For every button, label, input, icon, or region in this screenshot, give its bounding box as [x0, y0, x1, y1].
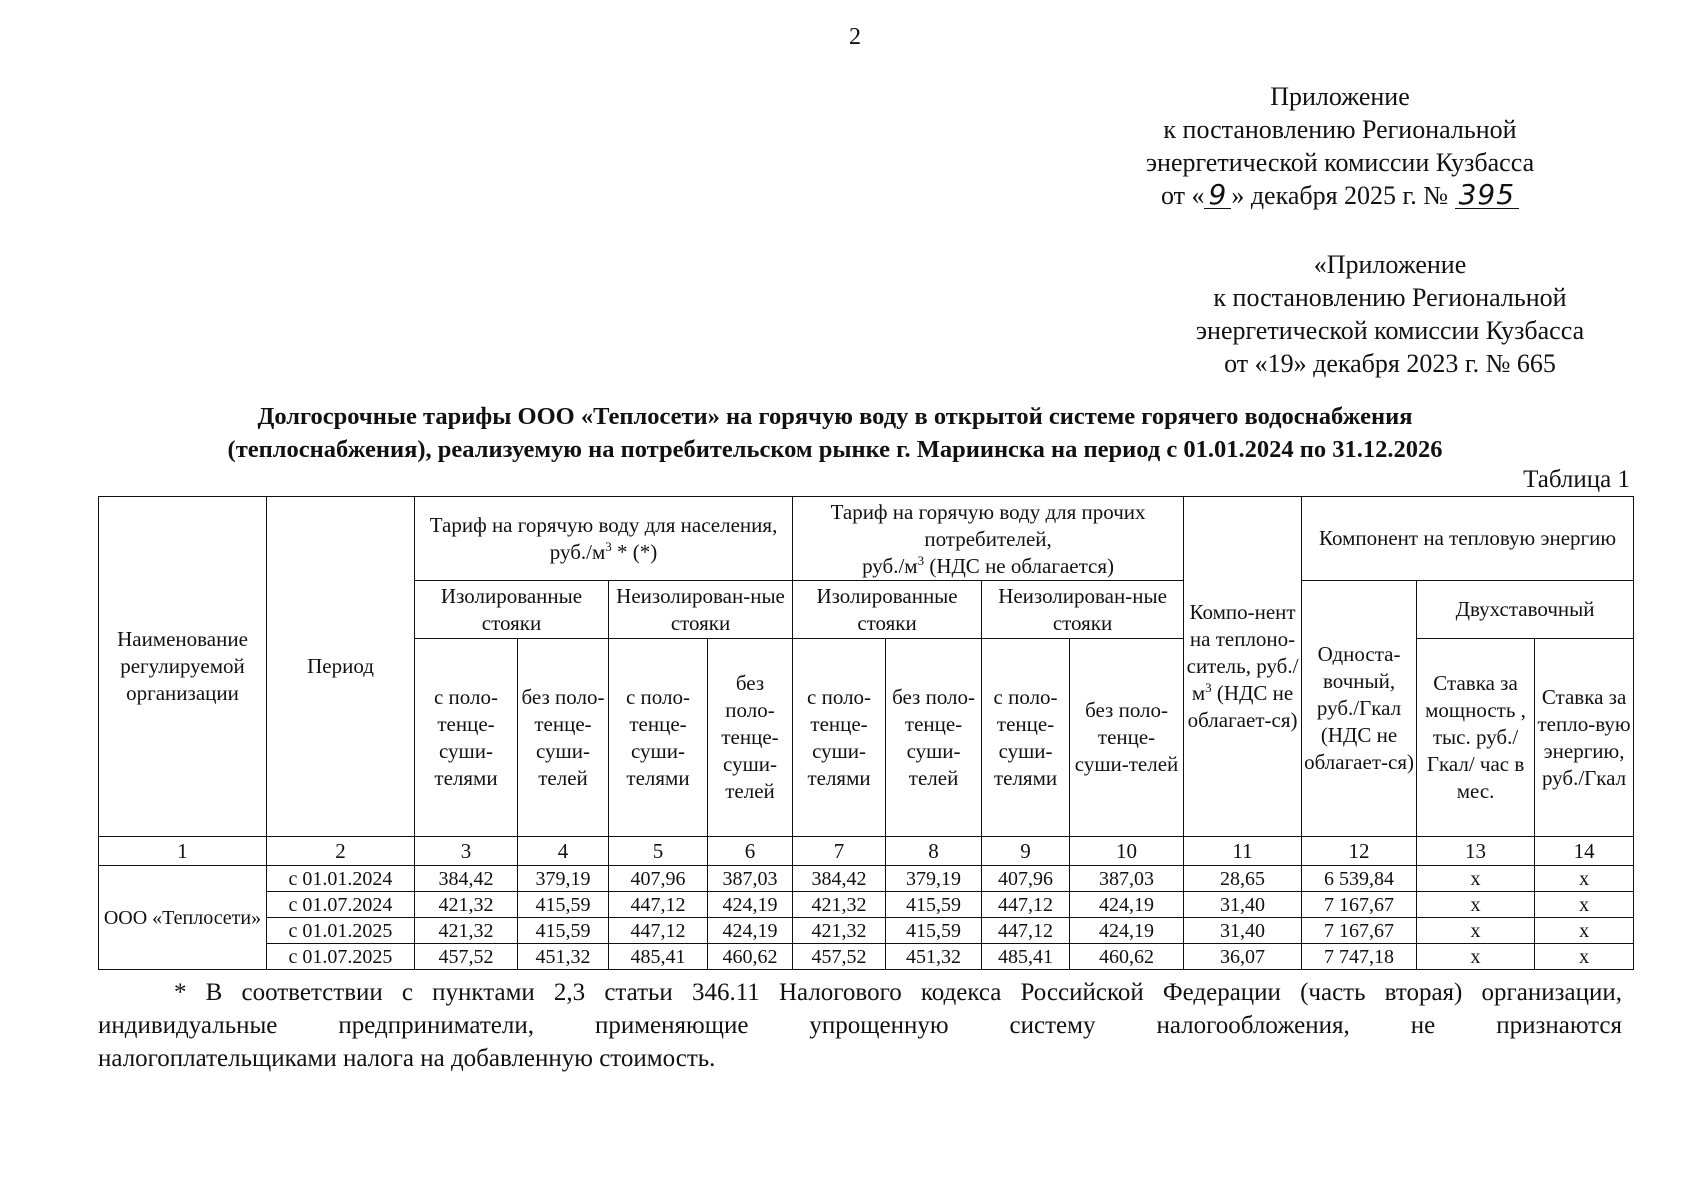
- header-with-dryers: с поло-тенце-суши-телями: [982, 639, 1070, 837]
- value-cell: 415,59: [886, 892, 982, 918]
- column-number: 2: [267, 837, 415, 866]
- value-cell: 424,19: [1070, 892, 1184, 918]
- header-with-dryers: с поло-тенце-суши-телями: [415, 639, 518, 837]
- approval-line-3: энергетической комиссии Кузбасса: [1145, 148, 1535, 177]
- value-cell: х: [1535, 918, 1634, 944]
- org-name-cell: ООО «Теплосети»: [99, 866, 267, 970]
- value-cell: 31,40: [1184, 892, 1302, 918]
- value-cell: 451,32: [518, 944, 609, 970]
- original-approval-block: [1150, 248, 1630, 380]
- approval-day-handwritten: 9: [1204, 182, 1231, 209]
- value-cell: 421,32: [793, 918, 886, 944]
- value-cell: х: [1417, 866, 1535, 892]
- header-energy-rate: Ставка за тепло-вую энергию, руб./Гкал: [1535, 639, 1634, 837]
- footnote-line-2: индивидуальные предприниматели, применяющие упрощенную систему налогообложения, не признаются: [98, 1012, 1622, 1039]
- header-tariff-others: Тариф на горячую воду для прочих потребителей, $руб./м^3$ (НДС не облагается): [793, 497, 1184, 581]
- approval-date-suffix: » декабря 2025 г. №: [1231, 181, 1449, 210]
- value-cell: 379,19: [886, 866, 982, 892]
- value-cell: 424,19: [708, 892, 793, 918]
- column-number: 12: [1302, 837, 1417, 866]
- header-without-dryers: без поло-тенце-суши-телей: [1070, 639, 1184, 837]
- header-without-dryers: без поло-тенце-суши-телей: [708, 639, 793, 837]
- footnote-line-3: налогоплательщиками налога на добавленную стоимость.: [98, 1045, 716, 1072]
- tariff-table: [98, 496, 1634, 970]
- original-approval-line-4: от «19» декабря 2023 г. № 665: [1224, 349, 1556, 378]
- header-org: Наименование регулируемой организации: [99, 497, 267, 837]
- table-row: [99, 918, 1634, 944]
- header-with-dryers: с поло-тенце-суши-телями: [793, 639, 886, 837]
- header-with-dryers: с поло-тенце-суши-телями: [609, 639, 708, 837]
- value-cell: 415,59: [518, 918, 609, 944]
- column-number: 14: [1535, 837, 1634, 866]
- header-capacity-rate: Ставка за мощность , тыс. руб./ Гкал/ час в мес.: [1417, 639, 1535, 837]
- column-number: 4: [518, 837, 609, 866]
- footnote: [98, 976, 1622, 1075]
- header-coolant-component: Компо-нент на теплоно-ситель, $руб./м^3$ (НДС не облагает-ся): [1184, 497, 1302, 837]
- value-cell: 457,52: [415, 944, 518, 970]
- original-approval-line-3: энергетической комиссии Кузбасса: [1195, 316, 1585, 345]
- approval-line-1: Приложение: [1270, 82, 1410, 111]
- value-cell: 415,59: [886, 918, 982, 944]
- value-cell: 387,03: [708, 866, 793, 892]
- header-period: Период: [267, 497, 415, 837]
- header-without-dryers: без поло-тенце-суши-телей: [886, 639, 982, 837]
- value-cell: 36,07: [1184, 944, 1302, 970]
- value-cell: 31,40: [1184, 918, 1302, 944]
- table-row: [99, 944, 1634, 970]
- header-nonisolated-others: Неизолирован-ные стояки: [982, 581, 1184, 639]
- value-cell: 384,42: [793, 866, 886, 892]
- value-cell: х: [1535, 892, 1634, 918]
- title-line-1: Долгосрочные тарифы ООО «Теплосети» на горячую воду в открытой системе горячего водоснабжения: [257, 403, 1413, 430]
- table-label: Таблица 1: [1523, 466, 1630, 493]
- value-cell: 447,12: [609, 892, 708, 918]
- column-number: 7: [793, 837, 886, 866]
- value-cell: 424,19: [1070, 918, 1184, 944]
- value-cell: 457,52: [793, 944, 886, 970]
- column-number: 9: [982, 837, 1070, 866]
- header-nonisolated-population: Неизолирован-ные стояки: [609, 581, 793, 639]
- original-approval-line-1: «Приложение: [1313, 250, 1467, 279]
- approval-date-line: [1130, 179, 1550, 212]
- column-number: 10: [1070, 837, 1184, 866]
- column-number: 13: [1417, 837, 1535, 866]
- header-heat-component: Компонент на тепловую энергию: [1302, 497, 1634, 581]
- value-cell: 421,32: [415, 918, 518, 944]
- approval-block: [1130, 80, 1550, 212]
- value-cell: 384,42: [415, 866, 518, 892]
- value-cell: 485,41: [609, 944, 708, 970]
- value-cell: 407,96: [982, 866, 1070, 892]
- value-cell: 421,32: [415, 892, 518, 918]
- header-isolated-others: Изолированные стояки: [793, 581, 982, 639]
- period-cell: с 01.01.2024: [267, 866, 415, 892]
- footnote-line-1: * В соответствии с пунктами 2,3 статьи 346.11 Налогового кодекса Российской Федерации (часть вторая) организации,: [174, 979, 1622, 1006]
- header-tariff-population: Тариф на горячую воду для населения, $руб./м^3$ * (*): [415, 497, 793, 581]
- table-row: [99, 892, 1634, 918]
- document-title: [150, 400, 1520, 466]
- value-cell: х: [1535, 866, 1634, 892]
- value-cell: х: [1417, 944, 1535, 970]
- value-cell: 447,12: [982, 918, 1070, 944]
- approval-line-2: к постановлению Региональной: [1163, 115, 1517, 144]
- value-cell: х: [1417, 918, 1535, 944]
- approval-date-prefix: от «: [1160, 181, 1205, 210]
- value-cell: 415,59: [518, 892, 609, 918]
- value-cell: 407,96: [609, 866, 708, 892]
- column-number: 5: [609, 837, 708, 866]
- value-cell: 7 747,18: [1302, 944, 1417, 970]
- value-cell: 379,19: [518, 866, 609, 892]
- table-row: [99, 866, 1634, 892]
- column-number: 3: [415, 837, 518, 866]
- column-number: 11: [1184, 837, 1302, 866]
- value-cell: 6 539,84: [1302, 866, 1417, 892]
- value-cell: 447,12: [982, 892, 1070, 918]
- header-row-1: [99, 497, 1634, 581]
- header-isolated-population: Изолированные стояки: [415, 581, 609, 639]
- value-cell: 28,65: [1184, 866, 1302, 892]
- value-cell: 7 167,67: [1302, 892, 1417, 918]
- value-cell: 447,12: [609, 918, 708, 944]
- header-two-rate: Двухставочный: [1417, 581, 1634, 639]
- value-cell: 424,19: [708, 918, 793, 944]
- column-number: 6: [708, 837, 793, 866]
- header-single-rate: Односта-вочный, руб./Гкал (НДС не облагает-ся): [1302, 581, 1417, 837]
- period-cell: с 01.01.2025: [267, 918, 415, 944]
- page-number: 2: [849, 24, 861, 50]
- header-without-dryers: без поло-тенце-суши-телей: [518, 639, 609, 837]
- original-approval-line-2: к постановлению Региональной: [1213, 283, 1567, 312]
- column-number-row: [99, 837, 1634, 866]
- value-cell: 7 167,67: [1302, 918, 1417, 944]
- period-cell: с 01.07.2025: [267, 944, 415, 970]
- value-cell: х: [1535, 944, 1634, 970]
- value-cell: 421,32: [793, 892, 886, 918]
- column-number: 8: [886, 837, 982, 866]
- value-cell: 451,32: [886, 944, 982, 970]
- value-cell: 387,03: [1070, 866, 1184, 892]
- period-cell: с 01.07.2024: [267, 892, 415, 918]
- value-cell: 460,62: [1070, 944, 1184, 970]
- value-cell: 485,41: [982, 944, 1070, 970]
- value-cell: х: [1417, 892, 1535, 918]
- title-line-2: (теплоснабжения), реализуемую на потребительском рынке г. Мариинска на период с 01.01.2024 по 31.12.2026: [227, 436, 1443, 463]
- approval-number-handwritten: 395: [1455, 182, 1519, 209]
- value-cell: 460,62: [708, 944, 793, 970]
- column-number: 1: [99, 837, 267, 866]
